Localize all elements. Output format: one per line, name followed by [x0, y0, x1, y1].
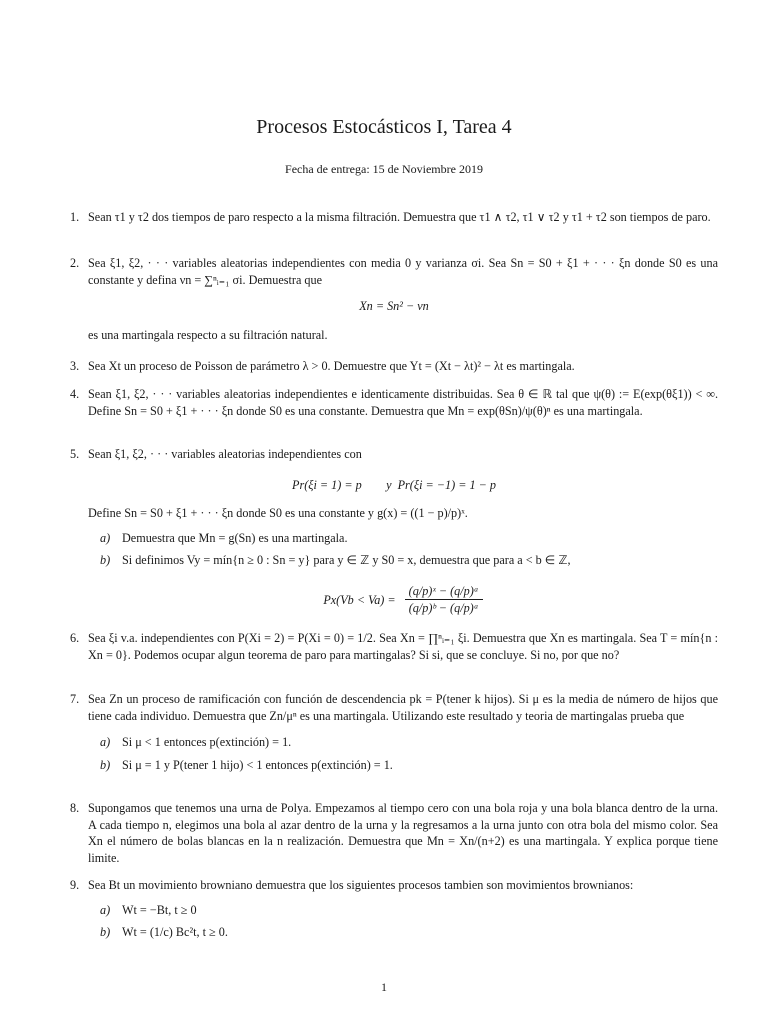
problem-2	[70, 255, 718, 343]
due-date: Fecha de entrega: 15 de Noviembre 2019	[285, 162, 483, 176]
problem-number: 1.	[70, 210, 80, 224]
problem-text: Sea ξ1, ξ2, · · · variables aleatorias independientes con media 0 y varianza σi. Sea Sn = S0 + ξ1 + · · · ξn donde S0 es una constante y defina νn = ∑ⁿᵢ₌₁ σi. Demuestra que	[88, 256, 718, 287]
equation: Pr(ξi = 1) = p y Pr(ξi = −1) = 1 − p	[292, 477, 496, 492]
equation-left: Px(Vb < Va) =	[323, 592, 396, 607]
subitem-text: Wt = −Bt, t ≥ 0	[122, 902, 197, 917]
subitem-text: Si definimos Vy = mín{n ≥ 0 : Sn = y} para y ∈ ℤ y S0 = x, demuestra que para a < b ∈ ℤ,	[122, 553, 571, 567]
subitem-text: Si μ = 1 y P(tener 1 hijo) < 1 entonces p(extinción) = 1.	[122, 757, 393, 772]
equation: Xn = Sn² − νn	[359, 299, 429, 313]
problem-5	[70, 446, 718, 617]
fraction-denominator: (q/p)ᵇ − (q/p)ᵃ	[408, 601, 479, 615]
problem-8	[70, 800, 718, 866]
problem-text-after: es una martingala respecto a su filtración natural.	[88, 327, 328, 342]
subitem-a	[100, 530, 718, 547]
subitem-label: b)	[100, 925, 111, 939]
problem-number: 6.	[70, 631, 80, 645]
subitem-text: Demuestra que Mn = g(Sn) es una martingala.	[122, 530, 348, 545]
subitem-label: b)	[100, 553, 111, 567]
problem-text: Sea Zn un proceso de ramificación con función de descendencia pk = P(tener k hijos). Si μ es la media de número de hijos que tiene cada individuo. Demuestra que Zn/μⁿ es una martingala. Utilizando este resultado y teoria de martingalas prueba que	[88, 692, 718, 723]
subitem-b	[100, 924, 718, 941]
subitem-b	[100, 552, 718, 569]
subitem-label: a)	[100, 902, 111, 917]
problem-number: 9.	[70, 878, 80, 892]
problem-text: Sean ξ1, ξ2, · · · variables aleatorias independientes con	[88, 447, 362, 461]
equation-fraction	[88, 583, 718, 617]
problem-number: 5.	[70, 447, 80, 461]
problem-4	[70, 386, 718, 419]
problem-text: Supongamos que tenemos una urna de Polya. Empezamos al tiempo cero con una bola roja y una bola blanca dentro de la urna. A cada tiempo n, elegimos una bola al azar dentro de la urna y la regresamos a la urna junto con otra bola del mismo color. Sea Xn el número de bolas blancas en la n realización. Demuestra que Mn = Xn/(n+2) es una martingala. Y explica porque tiene limite.	[88, 801, 718, 865]
problem-number: 3.	[70, 359, 80, 373]
subitem-text: Wt = (1/c) Bc²t, t ≥ 0.	[122, 925, 228, 939]
problem-text: Sean τ1 y τ2 dos tiempos de paro respecto a la misma filtración. Demuestra que τ1 ∧ τ2, τ1 ∨ τ2 y τ1 + τ2 son tiempos de paro.	[88, 210, 711, 224]
problem-text-after: Define Sn = S0 + ξ1 + · · · ξn donde S0 es una constante y g(x) = ((1 − p)/p)ˣ.	[88, 506, 468, 520]
subitem-a	[100, 902, 718, 919]
problem-6	[70, 630, 718, 663]
subitem-label: a)	[100, 530, 111, 545]
problem-number: 8.	[70, 801, 80, 815]
problem-text: Sea ξi v.a. independientes con P(Xi = 2) = P(Xi = 0) = 1/2. Sea Xn = ∏ⁿᵢ₌₁ ξi. Demuestra que Xn es martingala. Sea T = mín{n : Xn = 0}. Podemos ocupar algun teorema de paro para martingalas? Si si, que se concluye. Si no, por que no?	[88, 631, 718, 662]
problem-text: Sea Bt un movimiento browniano demuestra que los siguientes procesos tambien son movimientos brownianos:	[88, 878, 634, 892]
fraction-numerator: (q/p)ˣ − (q/p)ᵃ	[405, 583, 483, 601]
subitem-b	[100, 757, 718, 774]
problem-text: Sean ξ1, ξ2, · · · variables aleatorias independientes e identicamente distribuidas. Sea θ ∈ ℝ tal que ψ(θ) := E(exp(θξ1)) < ∞. Define Sn = S0 + ξ1 + · · · ξn donde S0 es una constante. Demuestra que Mn = exp(θSn)/ψ(θ)ⁿ es una martingala.	[88, 387, 718, 418]
problem-number: 2.	[70, 256, 80, 270]
page-title: Procesos Estocásticos I, Tarea 4	[256, 116, 512, 138]
problem-1	[70, 209, 718, 226]
subitem-label: b)	[100, 757, 111, 772]
page-number: 1	[381, 980, 387, 994]
problem-9	[70, 877, 718, 941]
problem-7	[70, 691, 718, 773]
subitem-label: a)	[100, 735, 111, 749]
problem-number: 4.	[70, 387, 80, 401]
subitem-a	[100, 734, 718, 751]
problem-number: 7.	[70, 692, 80, 706]
problem-text: Sea Xt un proceso de Poisson de parámetro λ > 0. Demuestre que Yt = (Xt − λt)² − λt es martingala.	[88, 359, 575, 373]
problem-3	[70, 358, 718, 375]
subitem-text: Si μ < 1 entonces p(extinción) = 1.	[122, 735, 292, 749]
